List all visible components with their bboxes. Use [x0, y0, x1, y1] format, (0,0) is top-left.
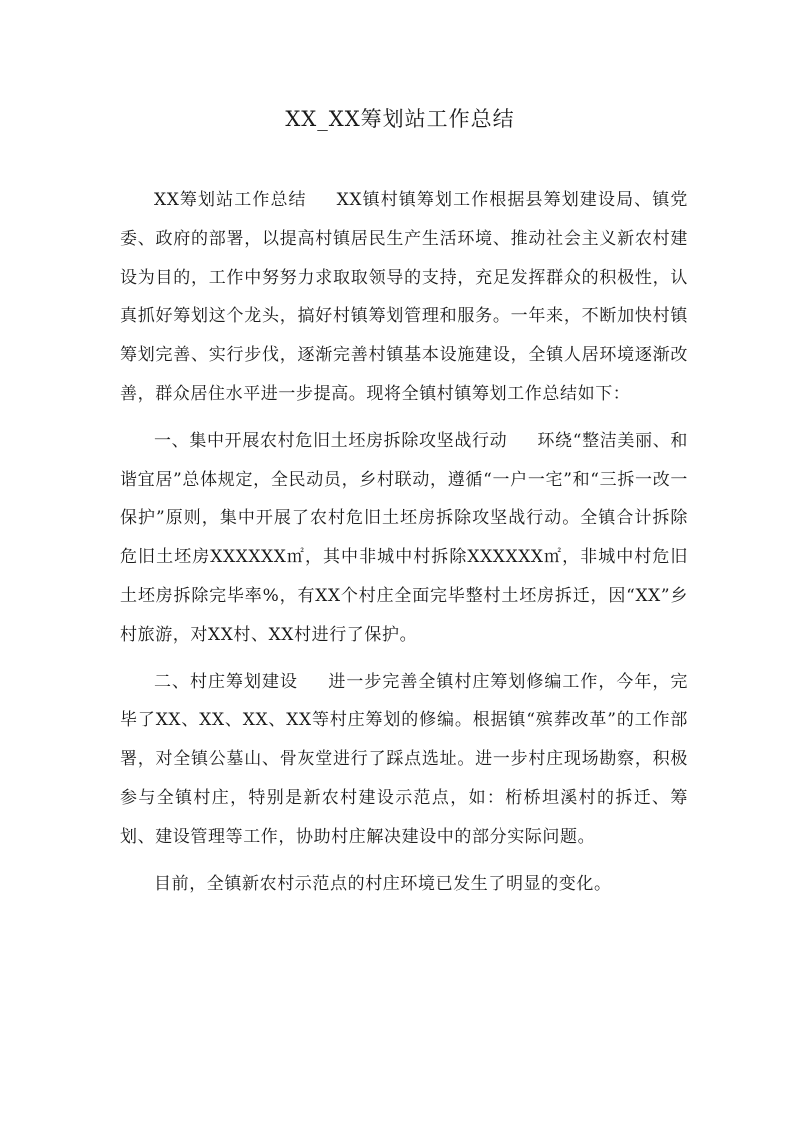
section-heading: 二、村庄筹划建设: [154, 671, 298, 692]
document-body: [120, 181, 688, 903]
paragraph-lead: XX筹划站工作总结: [154, 190, 307, 210]
paragraph-closing: [120, 865, 688, 904]
section-heading: 一、集中开展农村危旧土坯房拆除攻坚战行动: [154, 430, 508, 451]
paragraph-text: 环绕“整洁美丽、和谐宜居”总体规定，全民动员，乡村联动，遵循“一户一宅”和“三拆一改一保护”原则，集中开展了农村危旧土坯房拆除攻坚战行动。全镇合计拆除危旧土坯房XXXXXX㎡，其中非城中村拆除XXXXXX㎡，非城中村危旧土坯房拆除完毕率%，有XX个村庄全面完毕整村土坯房拆迁，因“XX”乡村旅游，对XX村、XX村进行了保护。: [120, 430, 689, 645]
document-title: XX_XX筹划站工作总结: [285, 107, 515, 131]
paragraph-intro: [120, 181, 688, 414]
paragraph-text: XX镇村镇筹划工作根据县筹划建设局、镇党委、政府的部署，以提高村镇居民生产生活环境、推动社会主义新农村建设为目的，工作中努努力求取取领导的支持，充足发挥群众的积极性，认真抓好筹划这个龙头，搞好村镇筹划管理和服务。一年来，不断加快村镇筹划完善、实行步伐，逐渐完善村镇基本设施建设，全镇人居环境逐渐改善，群众居住水平进一步提高。现将全镇村镇筹划工作总结如下：: [120, 190, 688, 404]
paragraph-section-2: [120, 663, 688, 857]
paragraph-text: 目前，全镇新农村示范点的村庄环境已发生了明显的变化。: [154, 873, 612, 894]
paragraph-text: 进一步完善全镇村庄筹划修编工作，今年，完毕了XX、XX、XX、XX等村庄筹划的修编。根据镇“殡葬改革”的工作部署，对全镇公墓山、骨灰堂进行了踩点选址。进一步村庄现场勘察，积极参与全镇村庄，特别是新农村建设示范点，如：桁桥坦溪村的拆迁、筹划、建设管理等工作，协助村庄解决建设中的部分实际问题。: [120, 671, 688, 847]
paragraph-section-1: [120, 422, 688, 655]
